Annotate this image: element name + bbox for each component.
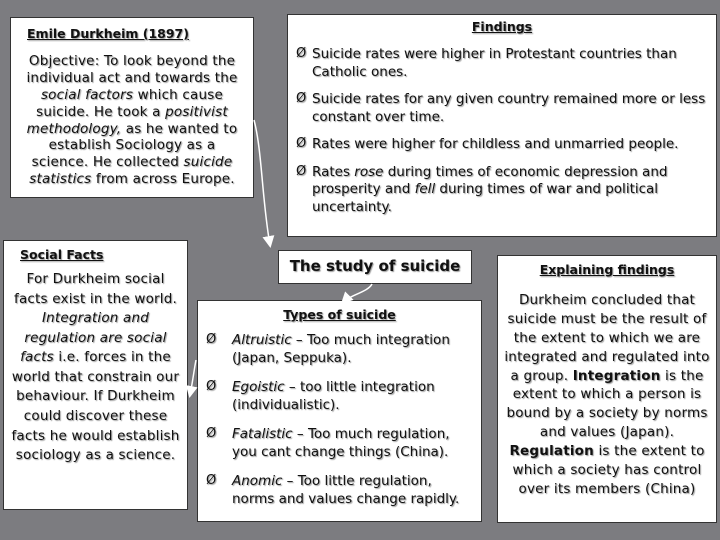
arrow-bullet-icon: Ø [296,46,307,61]
findings-box [287,14,717,237]
list-item: Ø Altruistic – Too much integration (Japan, Seppuka). [206,332,450,366]
arrow-bullet-icon: Ø [206,379,217,395]
social-facts-box [3,240,188,510]
arrow-bullet-icon: Ø [206,473,217,489]
list-item: Ø Suicide rates for any given country remained more or less constant over time. [296,91,706,125]
types-title: Types of suicide [283,307,396,322]
study-box [278,250,472,284]
explaining-text: Durkheim concluded that suicide must be the result of the extent to which we are integrated and regulated into a group. Integration is the extent to which a person is bound by a society by norms and values (Japan). Regulation is the extent to which a society has control over its members (China) [504,292,710,497]
study-title: The study of suicide [289,257,461,275]
arrow-bullet-icon: Ø [206,426,217,442]
types-box [197,300,482,522]
list-item: Ø Fatalistic – Too much regulation, you cant change things (China). [206,426,450,460]
arrow-types-to-social [190,360,196,395]
social-facts-title: Social Facts [20,247,104,262]
durkheim-title: Emile Durkheim (1897) [27,26,189,41]
arrow-durkheim-to-study [254,120,270,245]
explaining-box [497,255,717,523]
arrow-bullet-icon: Ø [296,136,307,152]
list-item: Ø Rates were higher for childless and unmarried people. [296,136,679,153]
social-facts-text: For Durkheim social facts exist in the world. Integration and regulation are social facts i.e. forces in the world that constrain our behaviour. If Durkheim could discover these facts he would establish sociology as a science. [11,271,180,464]
findings-list [296,46,708,216]
durkheim-box [10,17,254,198]
types-list [206,332,473,508]
list-item: Ø Rates rose during times of economic depression and prosperity and fell during times of war and political uncertainty. [296,163,668,215]
list-item: Ø Suicide rates were higher in Protestant countries than Catholic ones. [296,46,677,80]
list-item: Ø Egoistic – too little integration (individualistic). [206,379,435,413]
explaining-title: Explaining findings [539,262,675,277]
durkheim-text: Objective: To look beyond the individual act and towards the social factors which cause suicide. He took a positivist methodology, as he wanted to establish Sociology as a science. He collected suicide statistics from across Europe. [26,53,238,188]
list-item: Ø Anomic – Too little regulation, norms and values change rapidly. [206,473,460,507]
arrow-bullet-icon: Ø [206,332,217,347]
arrow-bullet-icon: Ø [296,91,307,107]
findings-title: Findings [471,19,533,34]
arrow-bullet-icon: Ø [296,163,307,179]
